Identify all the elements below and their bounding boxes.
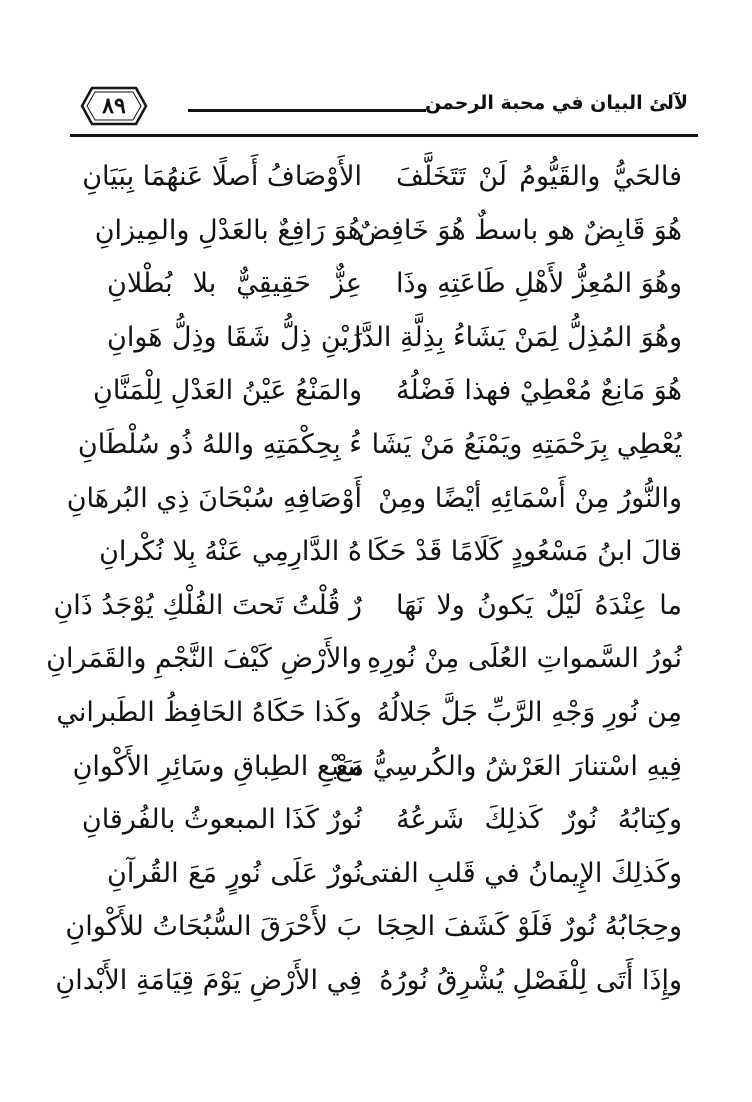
first-hemistich: فالحَيُّ والقَيُّومُ لَنْ تَتَخَلَّفَ [396,161,682,192]
second-hemistich: فِي الأَرْضِ يَوْمَ قِيَامَةِ الأَبْدانِ [55,964,362,996]
second-hemistich: بَ لأَحْرَقَ السُّبُحَاتُ للأَكْوانِ [65,911,362,943]
second-hemistich: نُورٌ عَلَى نُورٍ مَعَ القُرآنِ [107,857,362,889]
first-hemistich: مِن نُورِ وَجْهِ الرَّبِّ جَلَّ جَلالُهُ [376,696,682,728]
verse-line [0,472,752,526]
verse-line [0,793,752,847]
first-hemistich: وهُوَ المُذِلُّ لِمَنْ يَشَاءُ بِذِلَّةِ الدَّا [354,321,682,353]
first-hemistich: هُوَ مَانِعٌ مُعْطِيْ فهذا فَضْلُهُ [396,375,682,407]
first-hemistich: وهُوَ المُعِزُّ لأَهْلِ طَاعَتِهِ وذَا [396,268,682,300]
second-hemistich: هُوَ رَافِعٌ بالعَدْلِ والمِيزانِ [94,214,362,246]
verse-line [0,847,752,901]
first-hemistich: فِيهِ اسْتنارَ العَرْشُ والكُرسِيُّ مَعْ [335,750,682,782]
page-number-badge [80,86,148,126]
first-hemistich: قالَ ابنُ مَسْعُودٍ كَلَامًا قَدْ حَكَا [366,536,682,568]
second-hemistich: هُ الدَّارِمِي عَنْهُ بِلا نُكْرانِ [99,536,362,568]
verse-line [0,740,752,794]
first-hemistich: ما عِنْدَهُ لَيْلٌ يَكونُ ولا نَهَا [396,589,682,621]
first-hemistich: وإِذَا أَتَى لِلْفَصْلِ يُشْرِقُ نُورُهُ [379,964,682,996]
verse-line [0,900,752,954]
first-hemistich: وكِتابُهُ نُورٌ كَذلِكَ شَرعُهُ [396,804,682,836]
running-title: لآلئ البيان في محبة الرحمن [424,92,688,114]
second-hemistich: الأَوْصَافُ أَصلًا عَنهُمَا بِبَيَانِ [82,161,362,192]
second-hemistich: ءُ بِحِكْمَتِهِ واللهُ ذُو سُلْطَانِ [77,428,362,460]
verse-line [0,311,752,365]
header-rule [188,109,426,112]
verse-line [0,364,752,418]
second-hemistich: أَوْصَافِهِ سُبْحَانَ ذِي البُرهَانِ [66,482,362,514]
verse-line [0,686,752,740]
first-hemistich: والنُّورُ مِنْ أَسْمَائِهِ أيْضًا ومِنْ [378,482,682,514]
second-hemistich: وكَذا حَكَاهُ الحَافِظُ الطَبراني [56,696,362,728]
second-hemistich: سَبْعِ الطِباقِ وسَائِرِ الأَكْوانِ [72,750,362,782]
verse-line [0,150,752,204]
verse-line [0,954,752,1008]
verse-line [0,579,752,633]
first-hemistich: نُورُ السَّمواتِ العُلَى مِنْ نُورِهِ [367,643,682,675]
header-divider [70,134,698,137]
second-hemistich: والمَنْعُ عَيْنُ العَدْلِ لِلْمَنَّانِ [93,375,362,407]
verse-line [0,204,752,258]
verse-line [0,525,752,579]
first-hemistich: وكَذلِكَ الإِيمانُ في قَلبِ الفتى [358,857,682,889]
verse-line [0,257,752,311]
second-hemistich: عِزٌّ حَقِيقِيٌّ بلا بُطْلانِ [107,268,362,300]
first-hemistich: وحِجَابُهُ نُورٌ فَلَوْ كَشَفَ الحِجَا [376,911,682,943]
second-hemistich: رَيْنِ ذِلُّ شَقَا وذِلُّ هَوانِ [107,321,362,353]
verse-line [0,418,752,472]
page-header [0,0,752,140]
second-hemistich: والأَرْضِ كَيْفَ النَّجْمِ والقَمَرانِ [46,643,362,675]
first-hemistich: يُعْطِي بِرَحْمَتِهِ ويَمْنَعُ مَنْ يَشَا [371,428,682,460]
poem-body [0,150,752,1008]
second-hemistich: رٌ قُلْتُ تَحتَ الفُلْكِ يُوْجَدُ ذَانِ [53,589,362,621]
verse-line [0,632,752,686]
first-hemistich: هُوَ قَابِضٌ هو باسطٌ هُوَ خَافِضٌ [357,214,682,246]
second-hemistich: نُورٌ كَذَا المبعوثُ بالفُرقانِ [81,804,362,836]
page-number: ٨٩ [102,93,126,119]
